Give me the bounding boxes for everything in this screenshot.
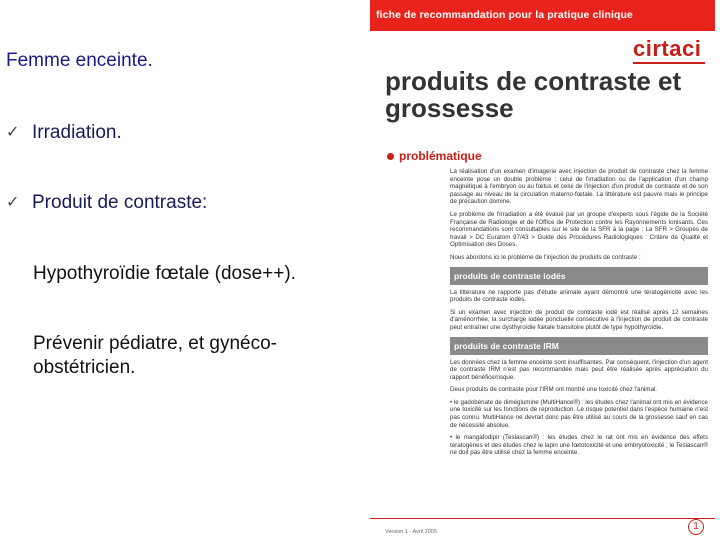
header-banner	[370, 0, 715, 31]
subsection-heading-iodes: produits de contraste iodés	[450, 267, 708, 285]
paragraph: Si un examen avec injection de produit de contraste iodé est réalisé après 12 semaines d'aménorrhée, la surcharge iodée ponctuelle consécutive à l'injection de produit de contraste peut entraîner une dysthyroïdie fœtale transitoire plutôt de type hypothyroïdie.	[450, 308, 708, 331]
paragraph: • le gadobénate de diméglumine (MultiHance®) : les études chez l'animal ont mis en évidence une toxicité sur les fonctions de reproduction. Le risque potentiel dans l'espèce humaine n'est pas connu. MultiHance ne devrait donc pas être utilisé au cours de la grossesse sauf en cas de nécessité absolue.	[450, 398, 708, 429]
checkmark-icon: ✓	[6, 124, 20, 141]
page-number-badge: 1	[688, 519, 704, 535]
document-title: produits de contraste et grossesse	[385, 66, 682, 123]
bullet-contrast-product	[6, 192, 207, 214]
subsection-heading-irm: produits de contraste IRM	[450, 337, 708, 355]
bullet-label: Produit de contraste:	[32, 192, 208, 213]
paragraph: Deux produits de contraste pour l'IRM ont montré une toxicité chez l'animal.	[450, 386, 657, 394]
document-page	[370, 0, 715, 540]
sub-item-notify: Prévenir pédiatre, et gynéco-obstétricien.	[33, 333, 277, 378]
cirtaci-logo: cirtaci	[633, 36, 702, 61]
document-body	[450, 168, 708, 462]
slide-title: Femme enceinte.	[6, 50, 153, 71]
paragraph: Le problème de l'irradiation a été évalué par un groupe d'experts sous l'égide de la Société Française de Radiologie et de l'Office de Protection contre les Rayonnements Ionisants. Ces recommandations sont consultables sur le site de la SFR à la page : La SFR > Groupes de travail > DC Euratom 97/43 > Guide des Procédures Radiologiques : Critère de Qualité et Optimisation des Doses.	[450, 210, 708, 249]
paragraph: Nous abordons ici le problème de l'injection de produits de contraste :	[450, 253, 641, 261]
logo-underline	[633, 62, 705, 64]
footer-version: Version 1 - Avril 2005	[385, 529, 437, 535]
checkmark-icon: ✓	[6, 194, 20, 211]
bullet-label: Irradiation.	[32, 122, 122, 143]
bullet-irradiation	[6, 122, 122, 144]
section-heading-label: problématique	[399, 149, 482, 163]
paragraph: La réalisation d'un examen d'imagerie avec injection de produit de contraste chez la femme enceinte pose un double problème : celui de l'irradiation ou de l'application d'un champ magnétique à l'embryon ou au fœtus et celui de l'injection d'un produit de contraste et de son passage au niveau de la circulation materno-fœtale. La littérature est pauvre mais le principe de précaution domine.	[450, 168, 708, 206]
section-heading	[387, 149, 482, 163]
paragraph: La littérature ne rapporte pas d'étude animale ayant démontré une tératogénicité avec les produits de contraste iodés.	[450, 288, 708, 304]
banner-text: fiche de recommandation pour la pratique clinique	[376, 9, 633, 21]
footer-divider	[370, 518, 715, 519]
sub-item-hypothyroidism: Hypothyroïdie fœtale (dose++).	[33, 263, 296, 284]
bullet-dot-icon	[387, 153, 394, 160]
paragraph: Les données chez la femme enceinte sont insuffisantes. Par conséquent, l'injection d'un agent de contraste IRM n'est pas recommandée mais peut être réalisée après appréciation du rapport bénéfice/risque.	[450, 358, 708, 381]
paragraph: • le mangafodipir (Teslascan®) : les études chez le rat ont mis en évidence des effets tératogènes et des études chez le lapin une fœtotoxicité et une embryotoxicité ; le Teslascan® ne doit pas être utilisé chez la femme enceinte.	[450, 434, 708, 457]
